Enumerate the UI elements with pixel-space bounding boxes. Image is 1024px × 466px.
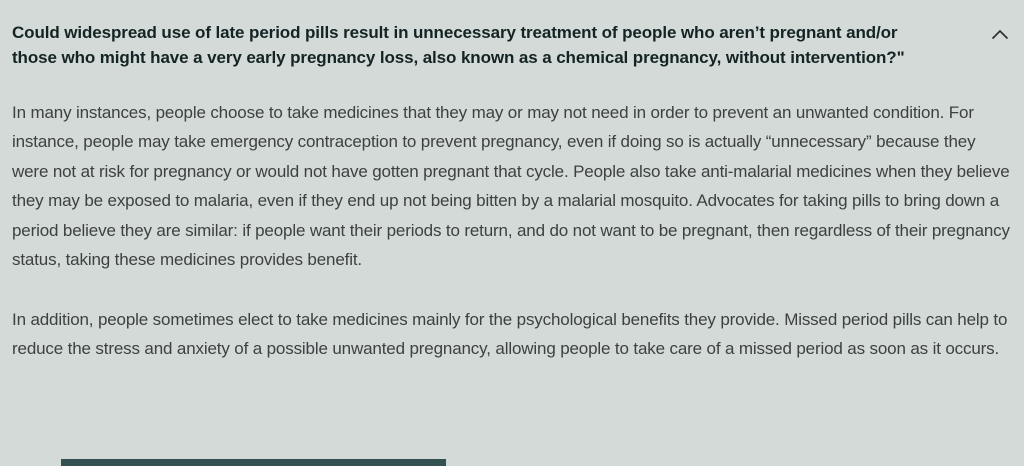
faq-question-header[interactable] <box>12 20 1012 71</box>
answer-paragraph-1: In many instances, people choose to take medicines that they may or may not need in order to prevent an unwanted condition. For instance, people may take emergency contraception to prevent pregnancy, even if doing so is actually “unnecessary” because they were not at risk for pregnancy or would not have gotten pregnant that cycle. People also take anti-malarial medicines when they believe they may be exposed to malaria, even if they end up not being bitten by a malarial mosquito. Advocates for taking pills to bring down a period believe they are similar: if people want their periods to return, and do not want to be pregnant, then regardless of their pregnancy status, taking these medicines provides benefit. <box>12 102 1010 270</box>
faq-question-text: Could widespread use of late period pills result in unnecessary treatment of people who aren’t pregnant and/or those who might have a very early pregnancy loss, also known as a chemical pregnancy, without intervention?" <box>12 23 905 68</box>
chevron-up-icon[interactable] <box>990 27 1010 41</box>
answer-paragraph-2: In addition, people sometimes elect to take medicines mainly for the psychological benefits they provide. Missed period pills can help to reduce the stress and anxiety of a possible unwanted pregnancy, allowing people to take care of a missed period as soon as it occurs. <box>12 309 1008 359</box>
faq-answer <box>12 98 1012 364</box>
next-section-top-edge[interactable] <box>61 459 446 466</box>
